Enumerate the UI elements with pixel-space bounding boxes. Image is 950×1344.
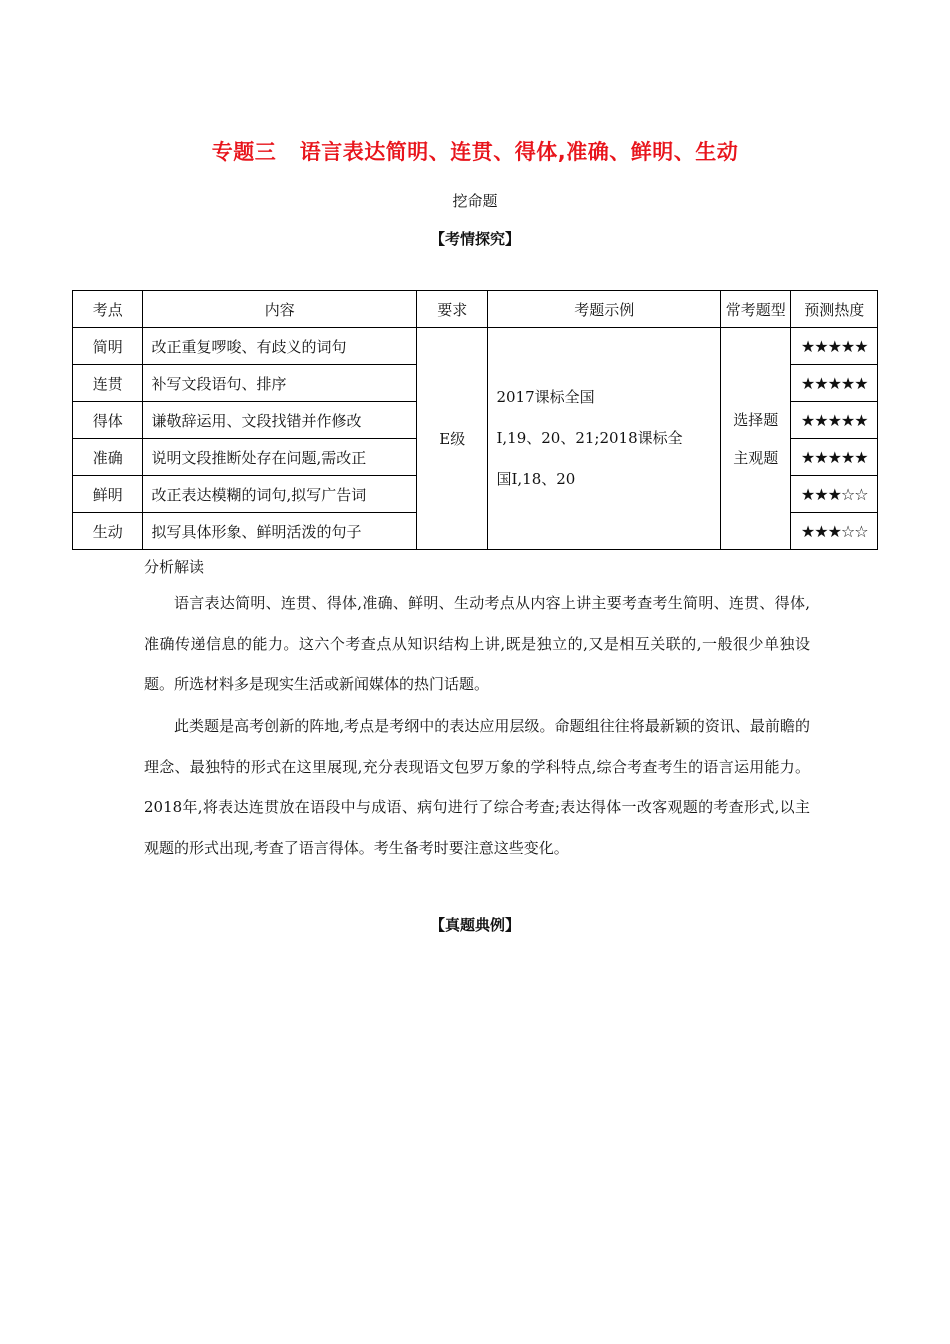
- analysis-paragraph: 语言表达简明、连贯、得体,准确、鲜明、生动考点从内容上讲主要考查考生简明、连贯、得体,准确传递信息的能力。这六个考查点从知识结构上讲,既是独立的,又是相互关联的,一般很少单独设题。所选材料多是现实生活或新闻媒体的热门话题。: [144, 594, 810, 693]
- page-title: 专题三 语言表达简明、连贯、得体,准确、鲜明、生动: [211, 140, 739, 164]
- analysis-label: 分析解读: [144, 558, 205, 576]
- header-type: 常考题型: [720, 291, 790, 328]
- section-heading-real-examples: 【真题典例】: [429, 916, 520, 934]
- type-line: 主观题: [733, 448, 779, 467]
- cell-heat: ★★★★★: [791, 439, 878, 476]
- cell-heat: ★★★★★: [791, 402, 878, 439]
- type-line: 选择题: [733, 410, 779, 429]
- cell-requirement: E级: [417, 328, 488, 550]
- exam-table: [72, 290, 878, 550]
- cell-content: 拟写具体形象、鲜明活泼的句子: [143, 513, 417, 550]
- header-point: 考点: [73, 291, 143, 328]
- cell-types: [720, 328, 790, 550]
- table-header-row: [73, 291, 878, 328]
- subtitle: 挖命题: [452, 192, 498, 210]
- cell-point: 生动: [73, 513, 143, 550]
- cell-content: 说明文段推断处存在问题,需改正: [143, 439, 417, 476]
- cell-heat: ★★★★★: [791, 328, 878, 365]
- header-content: 内容: [143, 291, 417, 328]
- cell-content: 改正表达模糊的词句,拟写广告词: [143, 476, 417, 513]
- cell-point: 鲜明: [73, 476, 143, 513]
- cell-content: 改正重复啰唆、有歧义的词句: [143, 328, 417, 365]
- cell-point: 得体: [73, 402, 143, 439]
- cell-heat: ★★★☆☆: [791, 476, 878, 513]
- header-heat: 预测热度: [791, 291, 878, 328]
- example-line: 国Ⅰ,18、20: [496, 470, 576, 488]
- analysis-paragraph: 此类题是高考创新的阵地,考点是考纲中的表达应用层级。命题组往往将最新颖的资讯、最前瞻的理念、最独特的形式在这里展现,充分表现语文包罗万象的学科特点,综合考查考生的语言运用能力。2018年,将表达连贯放在语段中与成语、病句进行了综合考查;表达得体一改客观题的考查形式,以主观题的形式出现,考查了语言得体。考生备考时要注意这些变化。: [144, 717, 810, 857]
- cell-heat: ★★★☆☆: [791, 513, 878, 550]
- example-line: Ⅰ,19、20、21;2018课标全: [496, 429, 683, 447]
- cell-point: 连贯: [73, 365, 143, 402]
- example-line: 2017课标全国: [496, 388, 595, 406]
- header-requirement: 要求: [417, 291, 488, 328]
- cell-content: 补写文段语句、排序: [143, 365, 417, 402]
- cell-point: 准确: [73, 439, 143, 476]
- header-example: 考题示例: [488, 291, 721, 328]
- cell-content: 谦敬辞运用、文段找错并作修改: [143, 402, 417, 439]
- section-heading-exam-analysis: 【考情探究】: [429, 230, 520, 248]
- cell-examples: [488, 328, 721, 550]
- table-row: [73, 328, 878, 365]
- cell-point: 简明: [73, 328, 143, 365]
- cell-heat: ★★★★★: [791, 365, 878, 402]
